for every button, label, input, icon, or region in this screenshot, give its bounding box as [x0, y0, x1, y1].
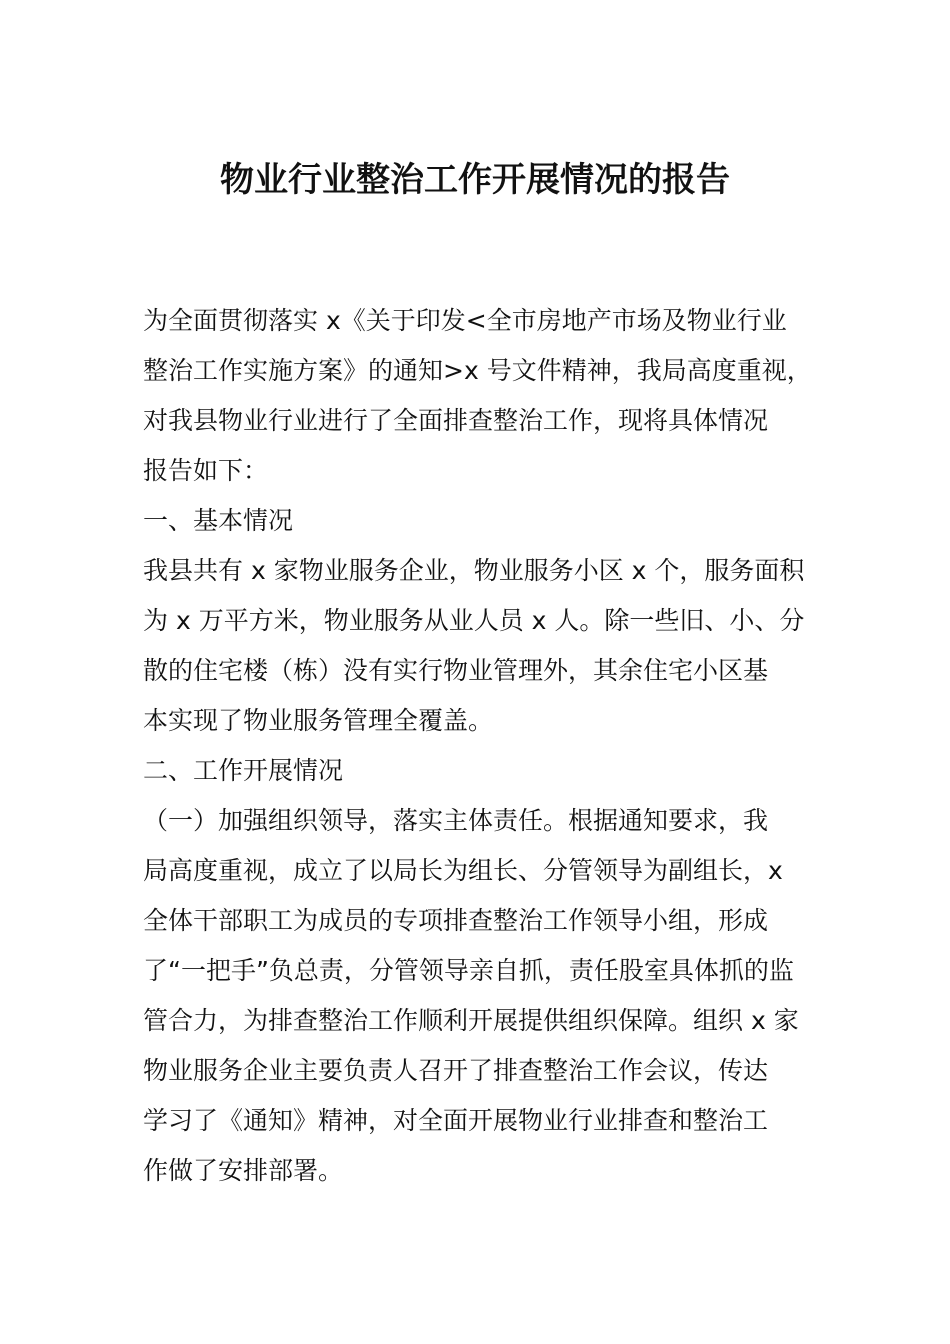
- body-line: 了“一把手”负总责，分管领导亲自抓，责任股室具体抓的监: [143, 956, 794, 985]
- body-line: 我县共有 x 家物业服务企业，物业服务小区 x 个，服务面积: [143, 556, 805, 585]
- document-title: 物业行业整治工作开展情况的报告: [220, 160, 730, 200]
- body-line: 整治工作实施方案》的通知>x 号文件精神，我局高度重视，: [143, 356, 812, 385]
- body-line: 全体干部职工为成员的专项排查整治工作领导小组，形成: [143, 906, 769, 935]
- document-body: [143, 296, 811, 1196]
- body-line: 为 x 万平方米，物业服务从业人员 x 人。除一些旧、小、分: [143, 606, 805, 635]
- body-line: 对我县物业行业进行了全面排查整治工作，现将具体情况: [143, 406, 769, 435]
- body-line: 管合力，为排查整治工作顺利开展提供组织保障。组织 x 家: [143, 1006, 799, 1035]
- body-line: 散的住宅楼（栋）没有实行物业管理外，其余住宅小区基: [143, 656, 769, 685]
- body-line: （一）加强组织领导，落实主体责任。根据通知要求，我: [143, 806, 769, 835]
- body-line: 学习了《通知》精神，对全面开展物业行业排查和整治工: [143, 1106, 769, 1135]
- body-line: 本实现了物业服务管理全覆盖。: [143, 706, 494, 735]
- section-heading-basic: 一、基本情况: [143, 506, 294, 535]
- body-line: 局高度重视，成立了以局长为组长、分管领导为副组长，x: [143, 856, 783, 885]
- section-heading-work: 二、工作开展情况: [143, 756, 344, 785]
- body-line: 报告如下：: [143, 456, 269, 485]
- body-line: 为全面贯彻落实 x《关于印发<全市房地产市场及物业行业: [143, 306, 787, 335]
- body-line: 物业服务企业主要负责人召开了排查整治工作会议，传达: [143, 1056, 769, 1085]
- body-line: 作做了安排部署。: [143, 1156, 344, 1185]
